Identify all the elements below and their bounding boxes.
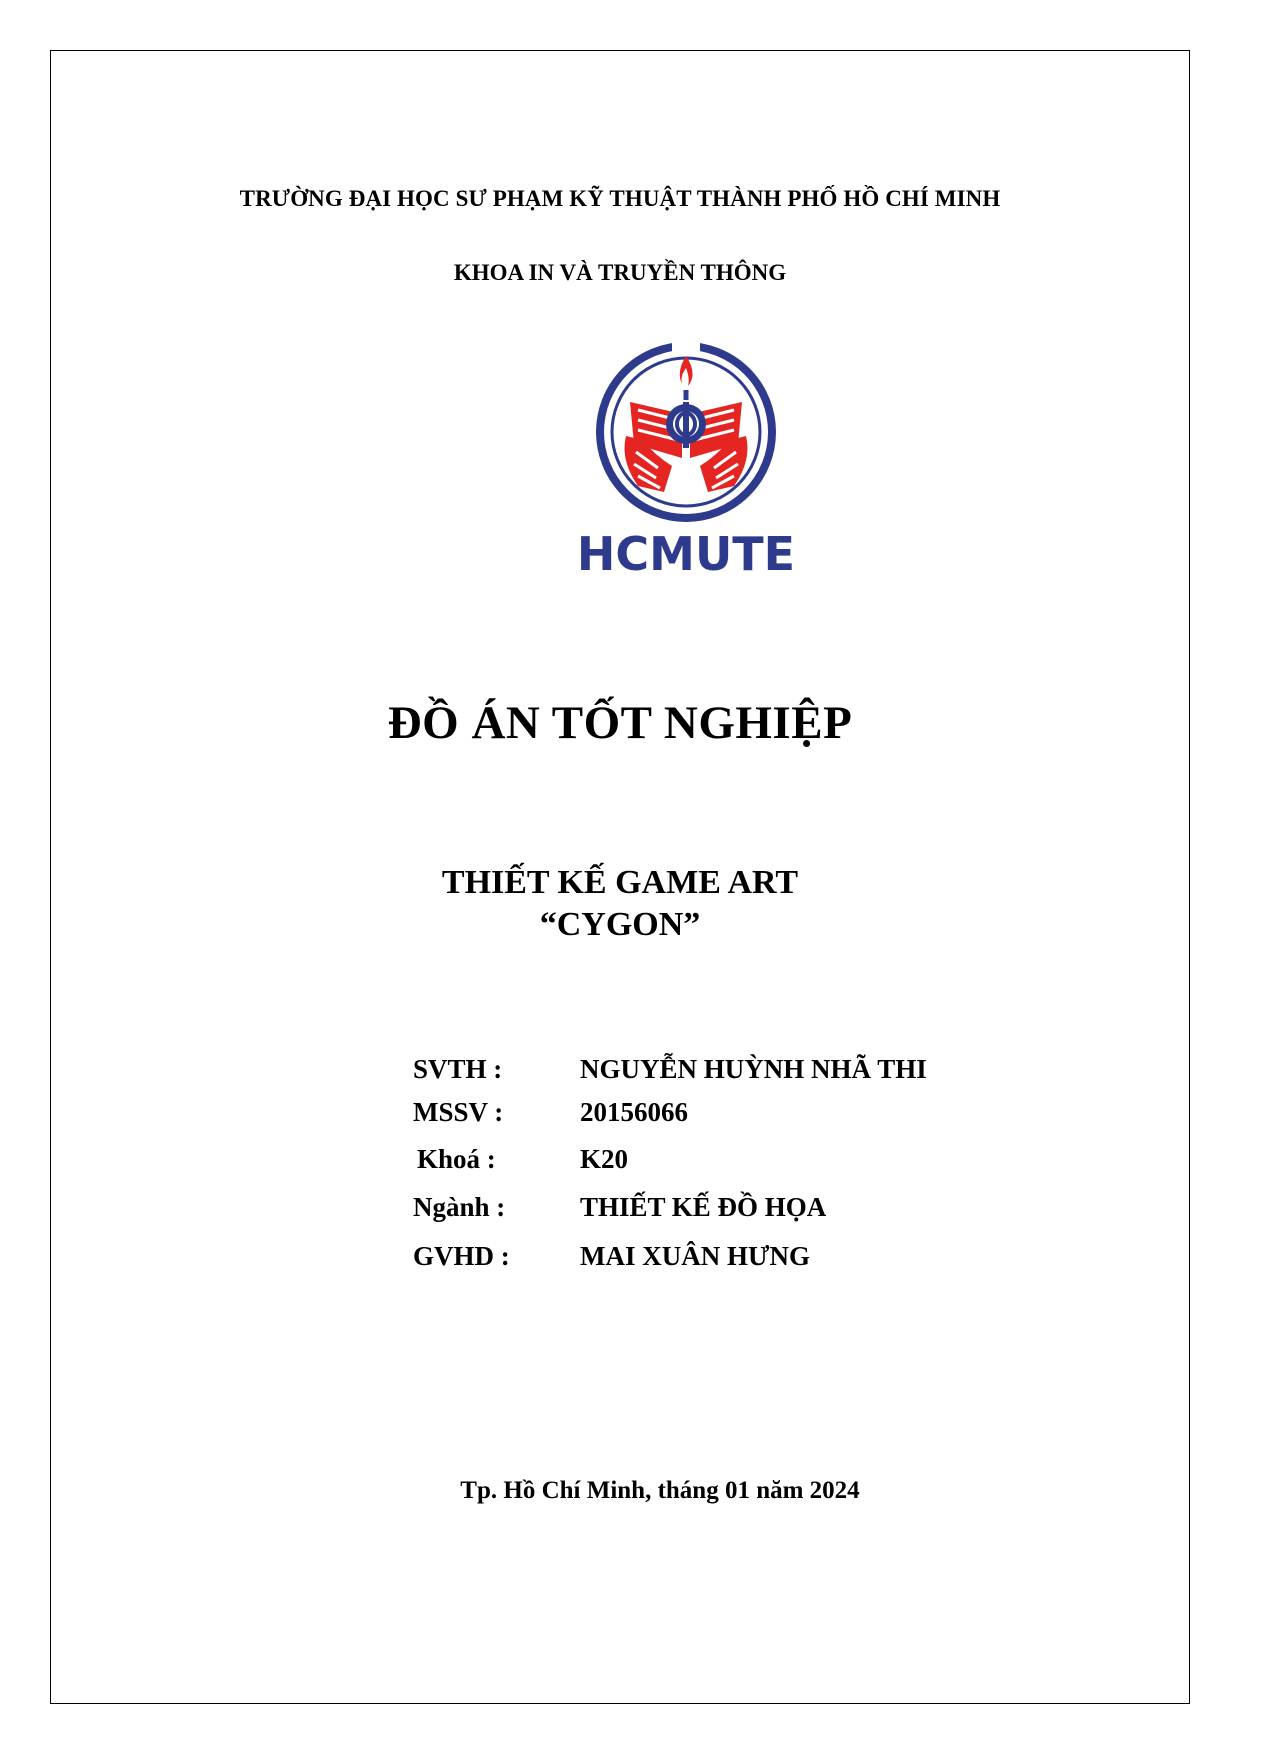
info-value: MAI XUÂN HƯNG [580, 1241, 810, 1271]
topic-title: THIẾT KẾ GAME ART [441, 864, 799, 901]
place-date: Tp. Hồ Chí Minh, tháng 01 năm 2024 [460, 1477, 860, 1504]
topic-name: “CYGON” [539, 906, 701, 943]
info-label: Khoá : [417, 1144, 496, 1174]
info-label: MSSV : [413, 1097, 504, 1127]
info-value: NGUYỄN HUỲNH NHÃ THI [580, 1054, 927, 1084]
university-name: TRƯỜNG ĐẠI HỌC SƯ PHẠM KỸ THUẬT THÀNH PHỐ HỒ CHÍ MINH [239, 186, 1001, 211]
faculty-name: KHOA IN VÀ TRUYỀN THÔNG [453, 260, 787, 285]
thesis-type-title: ĐỒ ÁN TỐT NGHIỆP [387, 697, 853, 749]
logo-flame [680, 356, 693, 386]
hcmute-logo [576, 340, 796, 581]
info-value: THIẾT KẾ ĐỒ HỌA [580, 1192, 827, 1222]
info-label: SVTH : [413, 1054, 503, 1084]
info-value: K20 [580, 1144, 629, 1174]
logo-text: HCMUTE [576, 527, 796, 581]
info-label: Ngành : [413, 1192, 506, 1222]
info-value: 20156066 [580, 1097, 688, 1127]
info-label: GVHD : [413, 1241, 510, 1271]
